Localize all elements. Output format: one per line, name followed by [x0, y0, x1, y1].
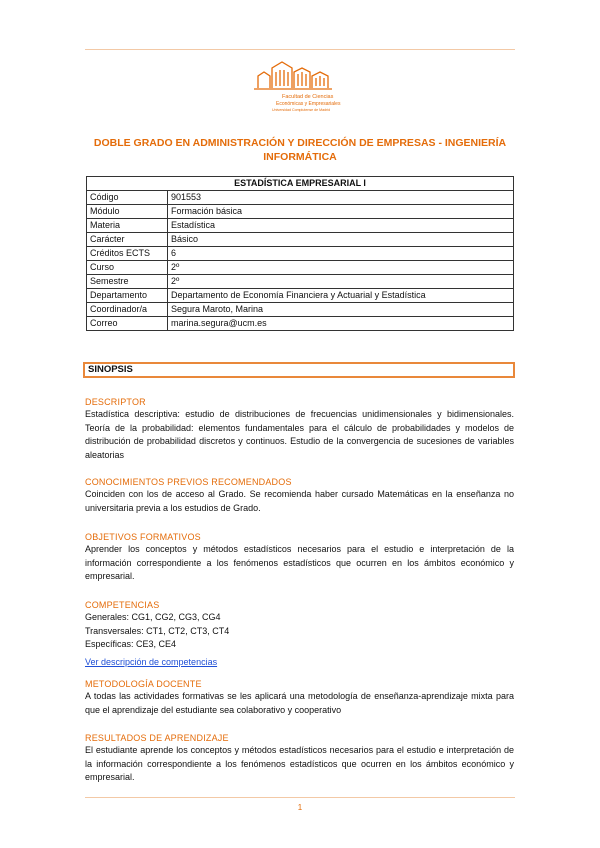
section-heading: COMPETENCIAS: [85, 600, 160, 610]
course-info-table: [86, 176, 514, 331]
section-text: A todas las actividades formativas se les aplicará una metodología de enseñanza-aprendizaje mixta para que el aprendizaje del estudiante sea colaborativo y cooperativo: [85, 691, 514, 715]
row-value: 2º: [168, 275, 514, 289]
row-key: Créditos ECTS: [87, 247, 168, 261]
row-key: Materia: [87, 219, 168, 233]
logo-line-2: Económicas y Empresariales: [276, 101, 341, 107]
logo-line-1: Facultad de Ciencias: [282, 94, 334, 100]
row-key: Departamento: [87, 289, 168, 303]
row-value: 901553: [168, 191, 514, 205]
degree-title: DOBLE GRADO EN ADMINISTRACIÓN Y DIRECCIÓN DE EMPRESAS - INGENIERÍA INFORMÁTICA: [93, 137, 507, 163]
table-row: [87, 219, 514, 233]
table-row: [87, 247, 514, 261]
table-row: [87, 317, 514, 331]
table-row: [87, 233, 514, 247]
sinopsis-box: SINOPSIS: [83, 362, 515, 378]
row-value: Formación básica: [168, 205, 514, 219]
resultados-section: [85, 732, 514, 785]
table-header-row: [87, 177, 514, 191]
section-heading: RESULTADOS DE APRENDIZAJE: [85, 733, 229, 743]
descriptor-section: [85, 396, 514, 462]
row-value: marina.segura@ucm.es: [168, 317, 514, 331]
section-heading: DESCRIPTOR: [85, 397, 146, 407]
table-row: [87, 275, 514, 289]
row-value: Segura Maroto, Marina: [168, 303, 514, 317]
page-number: 1: [297, 803, 303, 812]
row-value: Departamento de Economía Financiera y Actuarial y Estadística: [168, 289, 514, 303]
header-rule: [85, 49, 515, 50]
row-key: Coordinador/a: [87, 303, 168, 317]
conocimientos-section: [85, 476, 514, 515]
row-value: Básico: [168, 233, 514, 247]
section-text: Coinciden con los de acceso al Grado. Se recomienda haber cursado Matemáticas en la enseñanza no universitaria previa a los estudios de Grado.: [85, 489, 514, 513]
row-value: Estadística: [168, 219, 514, 233]
table-row: [87, 191, 514, 205]
row-key: Semestre: [87, 275, 168, 289]
row-key: Correo: [87, 317, 168, 331]
course-name: ESTADÍSTICA EMPRESARIAL I: [87, 177, 514, 191]
section-text: Estadística descriptiva: estudio de distribuciones de frecuencias unidimensionales y bidimensionales. Teoría de la probabilidad: elementos fundamentales para el cálculo de probabilidades y modelos de distribución de probabilidad discretos y continuos. Estudio de la convergencia de sucesiones de variables aleatorias: [85, 409, 514, 460]
table-row: [87, 205, 514, 219]
section-heading: METODOLOGÍA DOCENTE: [85, 679, 202, 689]
competencias-transversales: Transversales: CT1, CT2, CT3, CT4: [85, 625, 230, 636]
row-key: Código: [87, 191, 168, 205]
competencias-generales: Generales: CG1, CG2, CG3, CG4: [85, 612, 221, 622]
row-key: Módulo: [87, 205, 168, 219]
faculty-logo: [252, 58, 348, 114]
footer-rule: [85, 797, 515, 798]
table-row: [87, 303, 514, 317]
section-heading: OBJETIVOS FORMATIVOS: [85, 532, 201, 542]
objetivos-section: [85, 531, 514, 584]
metodologia-section: [85, 678, 514, 717]
section-text: Aprender los conceptos y métodos estadísticos necesarios para el estudio e interpretación de la información correspondiente a los fenómenos estadísticos que ocurren en los ámbitos económico y empresarial.: [85, 544, 514, 581]
logo-line-3: Universidad Complutense de Madrid: [272, 108, 331, 112]
row-key: Carácter: [87, 233, 168, 247]
row-value: 2º: [168, 261, 514, 275]
section-heading: CONOCIMIENTOS PREVIOS RECOMENDADOS: [85, 477, 292, 487]
row-value: 6: [168, 247, 514, 261]
table-row: [87, 289, 514, 303]
competencias-link[interactable]: Ver descripción de competencias: [85, 656, 218, 667]
competencias-especificas: Específicas: CE3, CE4: [85, 639, 177, 649]
section-text: El estudiante aprende los conceptos y métodos estadísticos necesarios para el estudio e interpretación de la información correspondiente a los fenómenos estadísticos que ocurren en los ámbitos económico y empresarial.: [85, 745, 514, 782]
table-row: [87, 261, 514, 275]
competencias-section: [85, 599, 514, 670]
row-key: Curso: [87, 261, 168, 275]
